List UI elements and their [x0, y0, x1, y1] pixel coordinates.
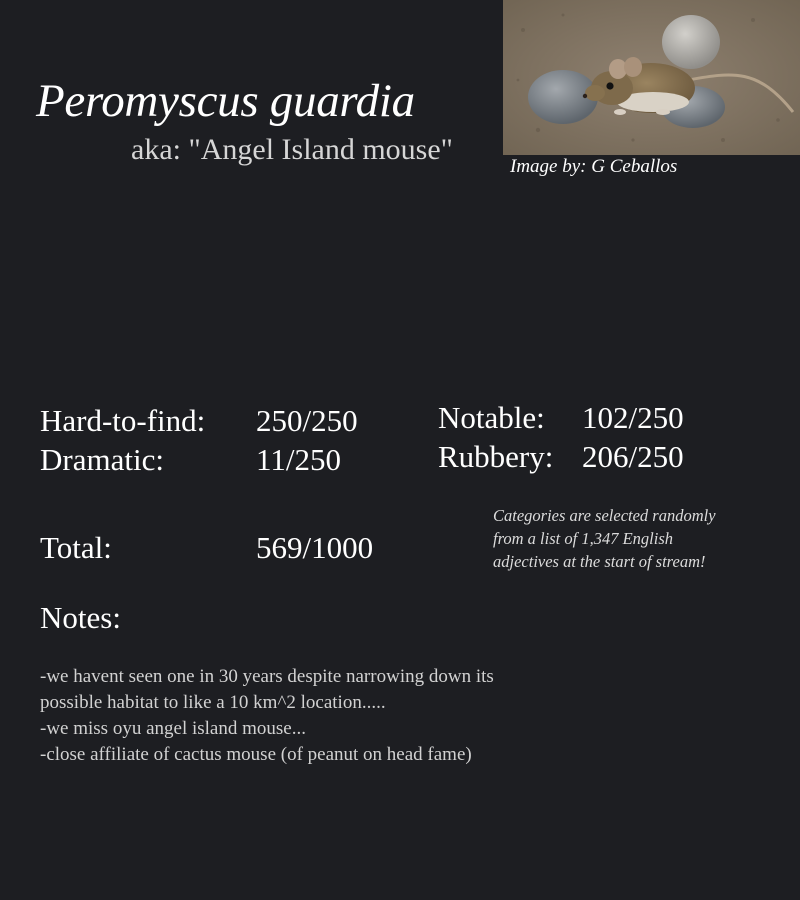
species-title: Peromyscus guardia [36, 75, 415, 127]
note-item: -we havent seen one in 30 years despite narrowing down its possible habitat to like a 10 km^2 location..... [40, 666, 494, 713]
stat-label-hard-to-find: Hard-to-find: [40, 403, 206, 438]
categories-disclaimer: Categories are selected randomly from a list of 1,347 English adjectives at the start of stream! [493, 506, 716, 571]
mouse-photo [503, 0, 800, 155]
image-credit: Image by: G Ceballos [510, 156, 678, 177]
notes-list [40, 664, 510, 768]
total-value: 569/1000 [256, 530, 374, 565]
stat-value-notable: 102/250 [582, 400, 684, 435]
note-item: -close affiliate of cactus mouse (of peanut on head fame) [40, 744, 472, 765]
stat-value-rubbery: 206/250 [582, 439, 684, 474]
total-label: Total: [40, 530, 112, 565]
common-name: aka: "Angel Island mouse" [131, 133, 453, 166]
notes-heading: Notes: [40, 600, 121, 635]
stat-value-hard-to-find: 250/250 [256, 403, 358, 438]
stat-label-notable: Notable: [438, 400, 545, 435]
note-item: -we miss oyu angel island mouse... [40, 718, 306, 739]
stat-value-dramatic: 11/250 [256, 442, 341, 477]
stat-label-dramatic: Dramatic: [40, 442, 164, 477]
stat-label-rubbery: Rubbery: [438, 439, 554, 474]
